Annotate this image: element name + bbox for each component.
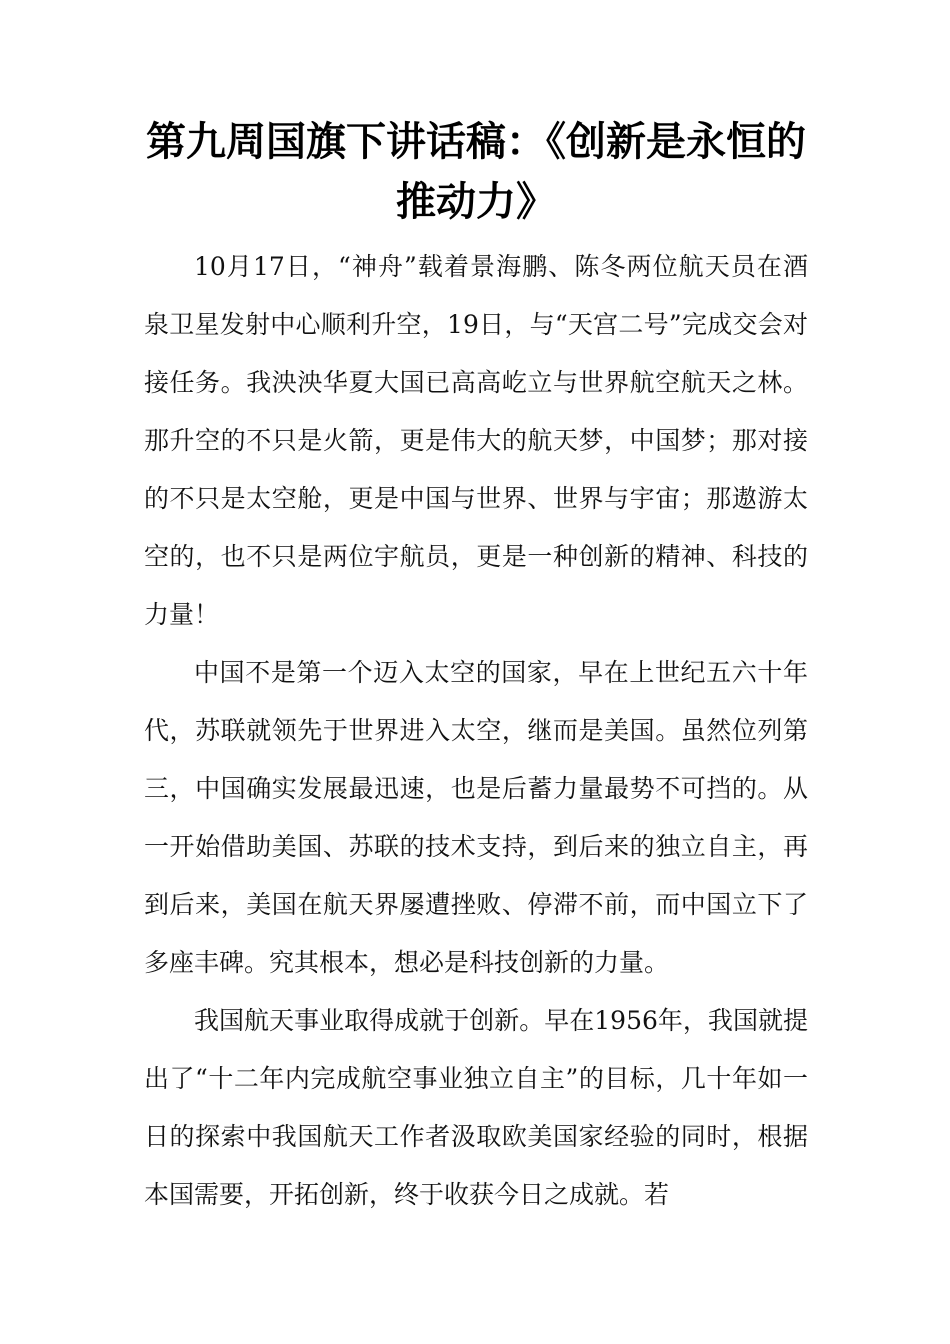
paragraph-2: 中国不是第一个迈入太空的国家，早在上世纪五六十年代，苏联就领先于世界进入太空，继而是美国。虽然位列第三，中国确实发展最迅速，也是后蓄力量最势不可挡的。从一开始借助美国、苏联的技术支持，到后来的独立自主，再到后来，美国在航天界屡遭挫败、停滞不前，而中国立下了多座丰碑。究其根本，想必是科技创新的力量。 — [144, 658, 808, 977]
paragraph-1: 10月17日，“神舟”载着景海鹏、陈冬两位航天员在酒泉卫星发射中心顺利升空，19日，与“天宫二号”完成交会对接任务。我泱泱华夏大国已高高屹立与世界航空航天之林。那升空的不只是火箭，更是伟大的航天梦，中国梦；那对接的不只是太空舱，更是中国与世界、世界与宇宙；那遨游太空的，也不只是两位宇航员，更是一种创新的精神、科技的力量！ — [144, 252, 808, 629]
paragraph-3: 我国航天事业取得成就于创新。早在1956年，我国就提出了“十二年内完成航空事业独立自主”的目标，几十年如一日的探索中我国航天工作者汲取欧美国家经验的同时，根据本国需要，开拓创新，终于收获今日之成就。若 — [144, 1006, 808, 1209]
document-body — [144, 238, 808, 1224]
page-title: 第九周国旗下讲话稿：《创新是永恒的推动力》 — [146, 119, 806, 225]
